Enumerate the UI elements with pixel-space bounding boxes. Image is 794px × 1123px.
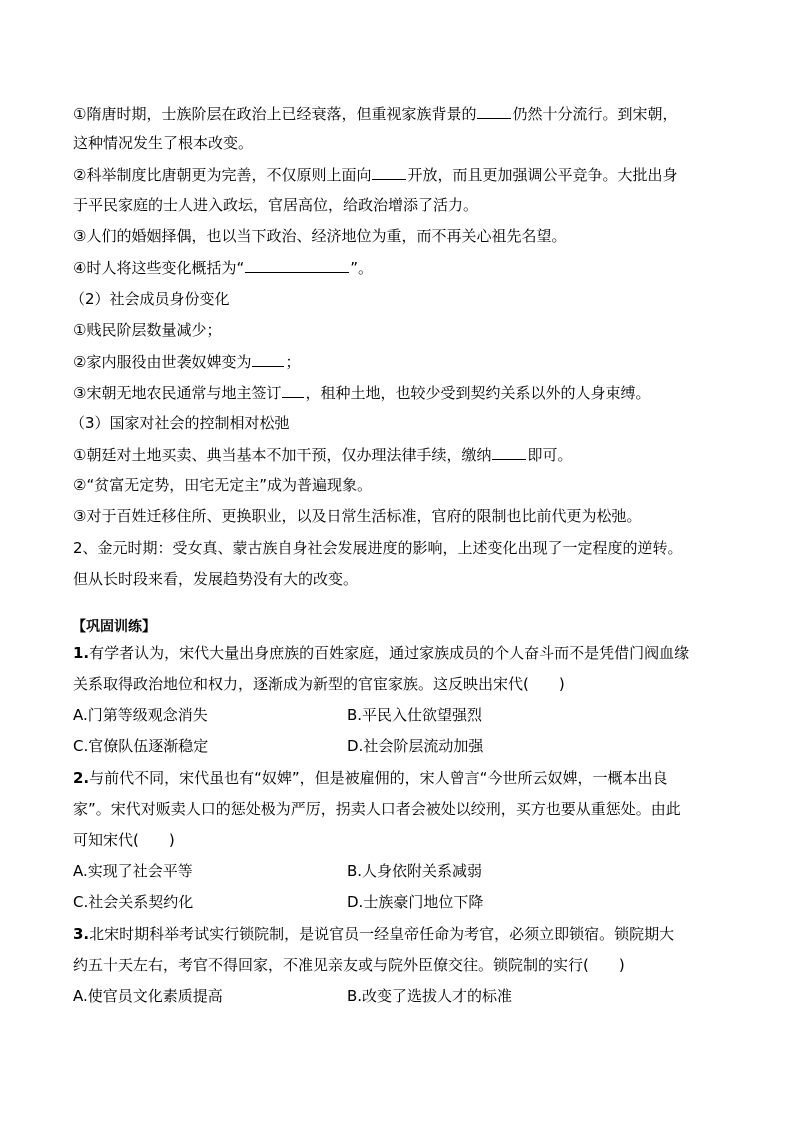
s4-text: 2、金元时期：受女真、蒙古族自身社会发展进度的影响，上述变化出现了一定程度的逆转。 — [73, 539, 683, 557]
q3-option-a[interactable]: A.使官员文化素质提高 — [73, 987, 223, 1005]
s2-text: ； — [285, 353, 301, 371]
q2-line-2 — [73, 799, 681, 819]
fill-blank[interactable] — [372, 164, 406, 180]
q1-line-2 — [73, 674, 565, 694]
s4-text: 但从长时段来看，发展趋势没有大的改变。 — [73, 570, 359, 588]
s2-line-3 — [73, 382, 650, 403]
s1-line-2 — [73, 133, 253, 153]
section-title: （3）国家对社会的控制相对松弛 — [70, 414, 290, 432]
heading-text: 【巩固训练】 — [72, 619, 156, 635]
question-number: 2. — [73, 769, 90, 787]
s1-text: 开放，而且更加强调公平竞争。大批出身 — [407, 166, 678, 184]
s2-text: ③宋朝无地农民通常与地主签订 — [73, 384, 282, 402]
question-text: 家”。宋代对贩卖人口的惩处极为严厉，拐卖人口者会被处以绞刑，买方也要从重惩处。由此 — [73, 800, 681, 818]
s2-text: ②家内服役由世袭奴婢变为 — [73, 353, 252, 371]
fill-blank[interactable] — [477, 103, 511, 119]
question-text: 约五十天左右，考官不得回家，不准见亲友或与院外臣僚交往。锁院制的实行( ) — [73, 956, 625, 974]
s1-text: 这种情况发生了根本改变。 — [73, 134, 254, 152]
s1-text: ”。 — [350, 259, 374, 277]
s3-text: ②“贫富无定势，田宅无定主”成为普遍现象。 — [73, 476, 372, 494]
s2-title — [70, 289, 230, 309]
q3-option-b[interactable]: B.改变了选拔人才的标准 — [347, 987, 513, 1005]
s1-line-1 — [73, 103, 677, 124]
question-text: 与前代不同，宋代虽也有“奴婢”，但是被雇佣的，宋人曾言“今世所云奴婢，一概本出良 — [89, 769, 668, 787]
s1-line-5 — [73, 226, 566, 246]
fill-blank[interactable] — [282, 382, 304, 398]
q1-line-1 — [73, 643, 689, 663]
s1-text: ①隋唐时期，士族阶层在政治上已经衰落，但重视家族背景的 — [73, 105, 477, 123]
s4-line-2 — [73, 569, 358, 589]
s1-text: 仍然十分流行。到宋朝， — [512, 105, 678, 123]
q1-option-c[interactable]: C.官僚队伍逐渐稳定 — [73, 737, 209, 755]
practice-heading — [72, 617, 156, 637]
q1-option-d[interactable]: D.社会阶层流动加强 — [347, 737, 484, 755]
q2-option-d[interactable]: D.士族豪门地位下降 — [347, 893, 484, 911]
s1-text: 于平民家庭的士人进入政坛，官居高位，给政治增添了活力。 — [73, 196, 479, 214]
s1-line-4 — [73, 195, 478, 215]
question-number: 3. — [73, 925, 90, 943]
s4-line-1 — [73, 538, 683, 558]
fill-blank[interactable] — [245, 257, 349, 273]
q2-option-a[interactable]: A.实现了社会平等 — [73, 862, 193, 880]
question-text: 有学者认为，宋代大量出身庶族的百姓家庭，通过家族成员的个人奋斗而不是凭借门阀血缘 — [89, 644, 690, 662]
q3-line-1 — [73, 924, 674, 944]
s3-line-3 — [73, 506, 641, 526]
s1-text: ④时人将这些变化概括为“ — [73, 259, 245, 277]
question-text: 关系取得政治地位和权力，逐渐成为新型的官宦家族。这反映出宋代( ) — [73, 675, 565, 693]
s1-text: ②科举制度比唐朝更为完善，不仅原则上面向 — [73, 166, 372, 184]
q3-line-2 — [73, 955, 625, 975]
s3-title — [70, 413, 290, 433]
question-text: 可知宋代( ) — [73, 831, 175, 849]
q2-option-c[interactable]: C.社会关系契约化 — [73, 893, 194, 911]
fill-blank[interactable] — [492, 444, 526, 460]
s2-text: ，租种土地，也较少受到契约关系以外的人身束缚。 — [305, 384, 651, 402]
s3-text: ③对于百姓迁移住所、更换职业，以及日常生活标准，官府的限制也比前代更为松弛。 — [73, 507, 642, 525]
s3-text: 即可。 — [527, 446, 573, 464]
q1-option-b[interactable]: B.平民入仕欲望强烈 — [347, 706, 483, 724]
section-title: （2）社会成员身份变化 — [70, 290, 230, 308]
q2-line-3 — [73, 830, 175, 850]
q1-option-a[interactable]: A.门第等级观念消失 — [73, 706, 208, 724]
q2-option-b[interactable]: B.人身依附关系减弱 — [347, 862, 483, 880]
q2-line-1 — [73, 768, 667, 788]
s3-line-2 — [73, 475, 372, 495]
s1-line-3 — [73, 164, 677, 185]
s3-line-1 — [73, 444, 572, 465]
s1-line-6 — [73, 257, 373, 278]
s1-text: ③人们的婚姻择偶，也以当下政治、经济地位为重，而不再关心祖先名望。 — [73, 227, 567, 245]
s2-line-2 — [73, 351, 300, 372]
fill-blank[interactable] — [252, 351, 284, 367]
s2-text: ①贱民阶层数量减少； — [73, 321, 222, 339]
s2-line-1 — [73, 320, 221, 340]
s3-text: ①朝廷对土地买卖、典当基本不加干预，仅办理法律手续，缴纳 — [73, 446, 492, 464]
question-number: 1. — [73, 644, 90, 662]
question-text: 北宋时期科举考试实行锁院制，是说官员一经皇帝任命为考官，必须立即锁宿。锁院期大 — [89, 925, 675, 943]
